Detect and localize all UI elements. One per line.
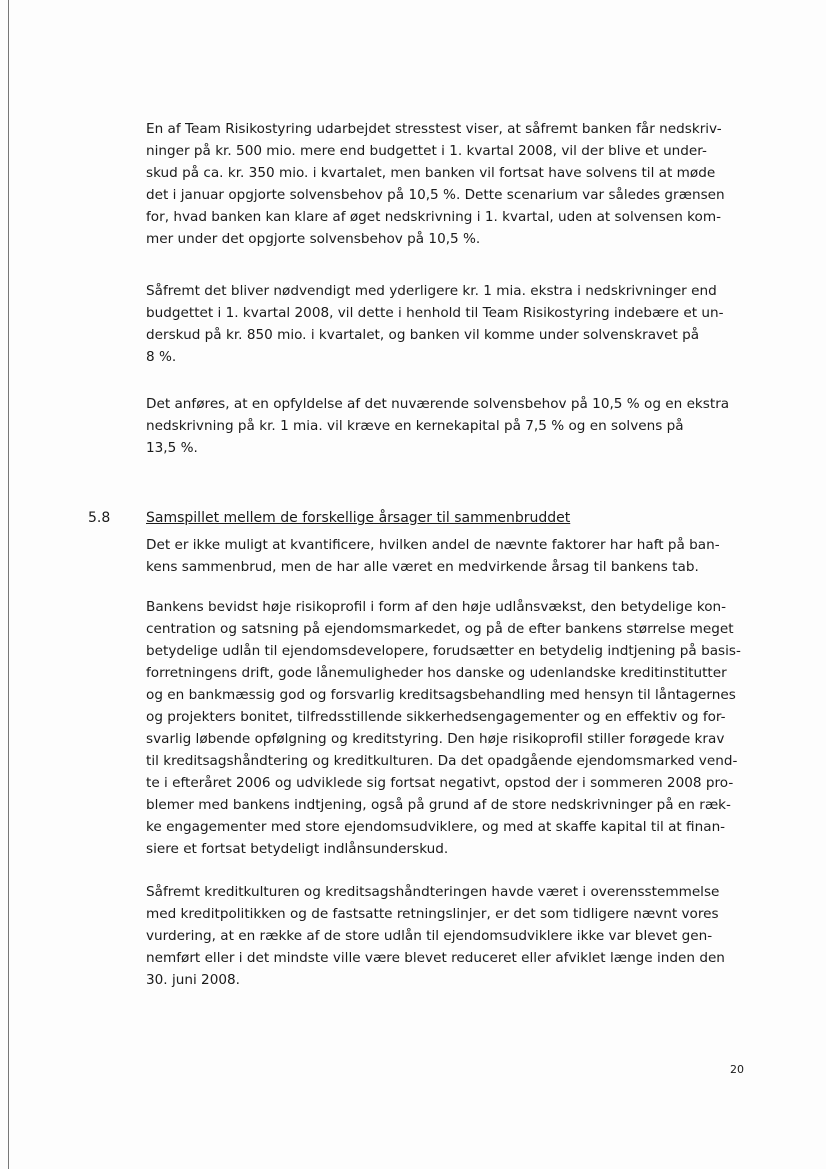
- text-line: siere et fortsat betydeligt indlånsunderskud.: [146, 841, 449, 857]
- text-line: ke engagementer med store ejendomsudviklere, og med at skaffe kapital til at finan-: [146, 819, 726, 835]
- text-line: En af Team Risikostyring udarbejdet stresstest viser, at såfremt banken får nedskriv-: [146, 121, 722, 137]
- text-line: blemer med bankens indtjening, også på grund af de store nedskrivninger på en ræk-: [146, 797, 731, 813]
- paragraph-stresstest: [146, 118, 725, 250]
- page-number: 20: [730, 1063, 744, 1076]
- scan-edge-line: [8, 0, 9, 1169]
- text-line: nemført eller i det mindste ville være blevet reduceret eller afviklet længe inden den: [146, 950, 725, 966]
- text-line: med kreditpolitikken og de fastsatte retningslinjer, er det som tidligere nævnt vores: [146, 906, 719, 922]
- section-number: 5.8: [88, 510, 111, 526]
- text-line: Bankens bevidst høje risikoprofil i form af den høje udlånsvækst, den betydelige kon-: [146, 599, 727, 615]
- paragraph-credit-culture: [146, 881, 725, 991]
- text-line: kens sammenbrud, men de har alle været en medvirkende årsag til bankens tab.: [146, 559, 699, 575]
- text-line: mer under det opgjorte solvensbehov på 10,5 %.: [146, 231, 481, 247]
- text-line: vurdering, at en række af de store udlån til ejendomsudviklere ikke var blevet gen-: [146, 928, 713, 944]
- text-line: og projekters bonitet, tilfredsstillende sikkerhedsengagementer og en effektiv og for-: [146, 709, 726, 725]
- text-line: forretningens drift, gode lånemuligheder hos danske og udenlandske kreditinstitutter: [146, 665, 727, 681]
- text-line: og en bankmæssig god og forsvarlig kreditsagsbehandling med hensyn til låntagernes: [146, 687, 736, 703]
- text-line: te i efteråret 2006 og udviklede sig fortsat negativt, opstod der i sommeren 2008 pro-: [146, 775, 734, 791]
- text-line: svarlig løbende opfølgning og kreditstyring. Den høje risikoprofil stiller forøgede krav: [146, 731, 725, 747]
- text-line: nedskrivning på kr. 1 mia. vil kræve en kernekapital på 7,5 % og en solvens på: [146, 418, 684, 434]
- text-line: derskud på kr. 850 mio. i kvartalet, og banken vil komme under solvenskravet på: [146, 327, 700, 343]
- text-line: 30. juni 2008.: [146, 972, 240, 988]
- text-line: budgettet i 1. kvartal 2008, vil dette i henhold til Team Risikostyring indebære et un-: [146, 305, 724, 321]
- text-line: for, hvad banken kan klare af øget nedskrivning i 1. kvartal, uden at solvensen kom-: [146, 209, 721, 225]
- text-line: Såfremt kreditkulturen og kreditsagshåndteringen havde været i overensstemmelse: [146, 884, 720, 900]
- text-line: Såfremt det bliver nødvendigt med yderligere kr. 1 mia. ekstra i nedskrivninger end: [146, 283, 717, 299]
- paragraph-capital-requirement: [146, 393, 729, 459]
- text-line: 13,5 %.: [146, 440, 198, 456]
- text-line: 8 %.: [146, 349, 177, 365]
- paragraph-additional-writedown: [146, 280, 723, 368]
- text-line: ninger på kr. 500 mio. mere end budgettet i 1. kvartal 2008, vil der blive et under-: [146, 143, 707, 159]
- text-line: Det er ikke muligt at kvantificere, hvilken andel de nævnte faktorer har haft på ban-: [146, 537, 720, 553]
- text-line: det i januar opgjorte solvensbehov på 10,5 %. Dette scenarium var således grænsen: [146, 187, 725, 203]
- text-line: til kreditsagshåndtering og kreditkulturen. Da det opadgående ejendomsmarked vend-: [146, 753, 738, 769]
- paragraph-risk-profile: [146, 596, 741, 860]
- section-title: Samspillet mellem de forskellige årsager til sammenbruddet: [146, 510, 571, 526]
- text-line: skud på ca. kr. 350 mio. i kvartalet, men banken vil fortsat have solvens til at møde: [146, 165, 716, 181]
- text-line: centration og satsning på ejendomsmarkedet, og på de efter bankens størrelse meget: [146, 621, 734, 637]
- paragraph-quantify: [146, 534, 720, 578]
- text-line: Det anføres, at en opfyldelse af det nuværende solvensbehov på 10,5 % og en ekstra: [146, 396, 730, 412]
- text-line: betydelige udlån til ejendomsdevelopere, forudsætter en betydelig indtjening på basis-: [146, 643, 741, 659]
